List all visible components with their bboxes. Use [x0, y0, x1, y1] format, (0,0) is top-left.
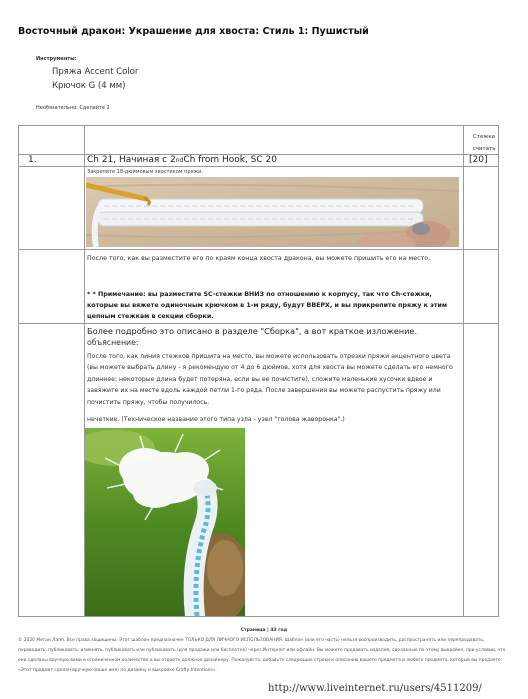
- crochet-chain-photo: [86, 177, 459, 247]
- row-instruction: Ch 21, Начиная с 2ndCh from Hook, SC 20: [87, 155, 277, 165]
- placement-note: * * Примечание: вы разместите SC-стежки ВНИЗ по отношению к корпусу, так что Ch-стежки, которые вы вяжете одиночным крючком в 1-м ряду, будут ВВЕРХ, и вы прикрепите пряжу к этим цепным стежкам в секции сборки.: [87, 291, 448, 320]
- pattern-table: [18, 125, 499, 617]
- fluffy-tail-photo: [85, 428, 245, 616]
- material-yarn: Пряжа Accent Color: [52, 67, 139, 77]
- placement-text: После того, как вы разместите его по краям конца хвоста дракона, вы можете пришить его на место.: [87, 255, 431, 262]
- assembly-subtitle: объяснение:: [87, 338, 139, 347]
- assembly-last-line: нечеткие. (Техническое название этого типа узла - узел "голова жаворонка".): [87, 416, 345, 423]
- photo-caption: Закрепите 18-дюймовым хвостиком пряжи.: [87, 169, 203, 175]
- row-stitch-count: [20]: [469, 155, 488, 165]
- assembly-body: После того, как линия стежков пришита на место, вы можете использовать отрезки пряжи акцентного цвета (вы можете выбрать длину - я рекомендую от 4 до 6 дюймов, хотя для хвоста вы можете сделать его немного длиннее; некоторые длина будет потеряна, если вы ее почистите), сложите маленькие кусочки вдвое и завяжите их на месте вдоль каждой петли 1-го ряда. После завершения вы можете распустить пряжу или почистить пряжу, чтобы получилось.: [87, 353, 453, 406]
- page-title: Восточный дракон: Украшение для хвоста: Стиль 1: Пушистый: [18, 26, 369, 37]
- page-number: Страница | 43 год: [240, 628, 288, 633]
- material-hook: Крючок G (4 мм): [52, 81, 126, 91]
- optional-note: Необязательно: Сделайте 2: [36, 105, 110, 111]
- assembly-title: Более подробно это описано в разделе "Сборка", а вот краткое изложение.: [87, 326, 418, 336]
- watermark-url: http://www.liveinternet.ru/users/4511209/: [268, 683, 482, 694]
- row-number: 1.: [28, 155, 37, 165]
- materials-label: Инструменты:: [36, 56, 77, 62]
- copyright-notice: © 2020 Меган Лапп. Все права защищены. Этот шаблон предназначен ТОЛЬКО ДЛЯ ЛИЧНОГО ИСПОЛЬЗОВАНИЯ. Шаблон (или его часть) нельзя воспроизводить, распространять или перепродавать, переводить, публиковать, изменять, публиковать или публиковать (для продажи или бесплатно) через Интернет или офлайн. Вы можете продавать изделия, сделанные по этому выкройке, при условии, что они сделаны вручную вами в ограниченном количестве и вы отдаете должное дизайнеру. Пожалуйста, добавьте следующие строки к описанию вашего предмета и любого предмета, который вы продаете: «Этот предмет сделан вручную (ваше имя) по дизайну и выкройке Crafty Intentions».: [18, 638, 506, 673]
- stitch-count-header: Стежка считать: [472, 134, 496, 152]
